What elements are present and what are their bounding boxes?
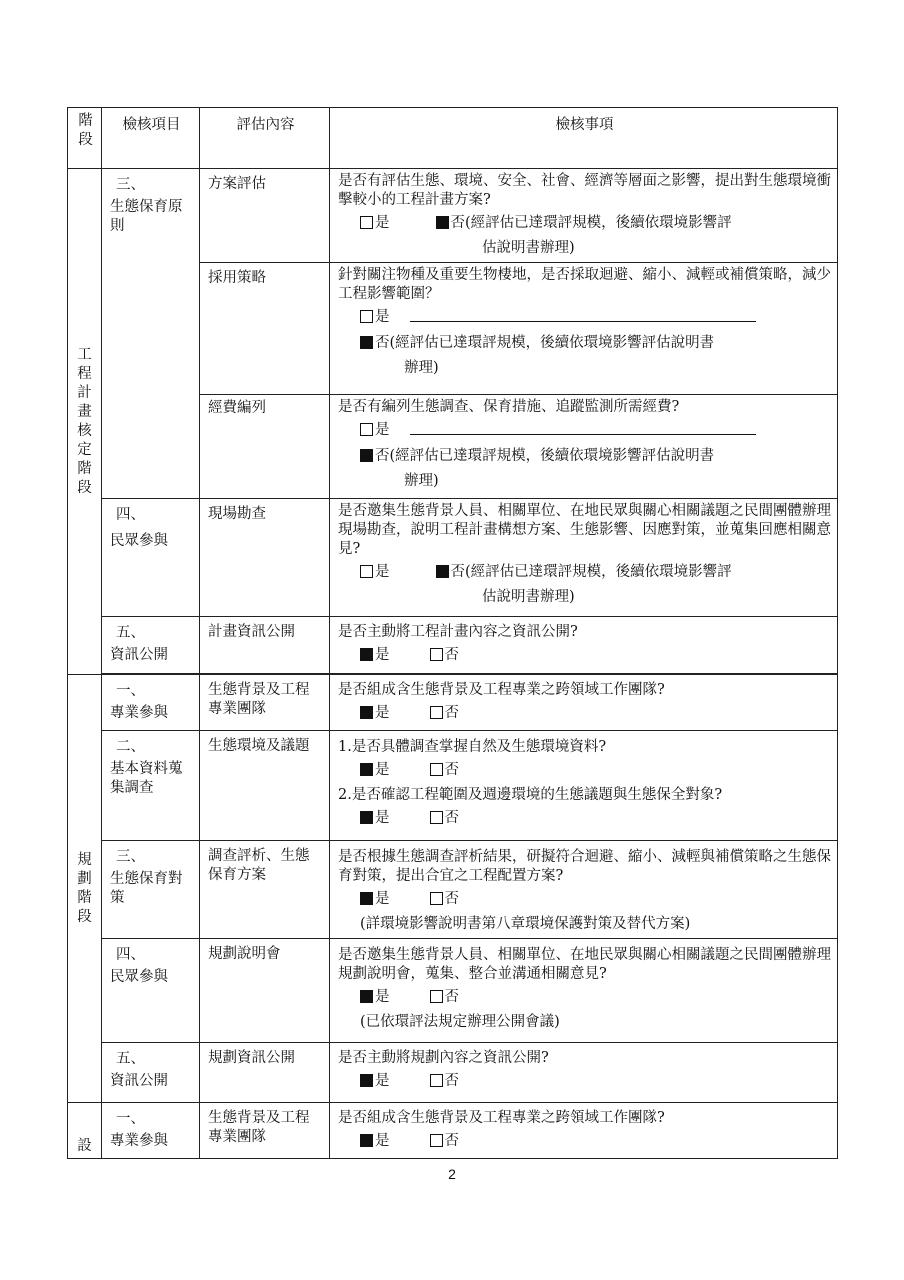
table-row bbox=[68, 939, 838, 1043]
check-cell: 是否主動將工程計畫內容之資訊公開? 是 否 bbox=[330, 617, 838, 674]
header-stage: 階段 bbox=[68, 108, 102, 169]
checkbox-no[interactable] bbox=[430, 811, 443, 824]
check-cell: 是否有評估生態、環境、安全、社會、經濟等層面之影響，提出對生態環境衝擊較小的工程計畫方案? 是 否(經評估已達環評規模，後續依環境影響評 估說明書辦理) bbox=[330, 169, 838, 263]
content-scheme-eval: 方案評估 bbox=[200, 169, 330, 263]
header-row bbox=[68, 108, 838, 169]
item-professional-3: 一、 專業參與 bbox=[102, 1103, 200, 1159]
table-row bbox=[68, 617, 838, 674]
check-cell: 1.是否具體調查掌握自然及生態環境資料? 是 否 2.是否確認工程範圍及週邊環境的生態議題與生態保全對象? 是 否 bbox=[330, 731, 838, 841]
item-eco-measures: 三、 生態保育對策 bbox=[102, 841, 200, 939]
item-info-disclosure: 五、 資訊公開 bbox=[102, 617, 200, 674]
content-strategy: 採用策略 bbox=[200, 263, 330, 395]
check-cell: 是否組成含生態背景及工程專業之跨領域工作團隊? 是 否 bbox=[330, 1103, 838, 1159]
stage-plan-approval: 工程計畫核定階段 bbox=[68, 169, 102, 675]
checkbox-yes-checked[interactable] bbox=[360, 648, 373, 661]
check-cell: 是否邀集生態背景人員、相關單位、在地民眾與關心相關議題之民間團體辦理現場勘查，說明工程計畫構想方案、生態影響、因應對策，並蒐集回應相關意見? 是 否(經評估已達環評規模，後續依環境影響評 估說明書辦理) bbox=[330, 499, 838, 617]
table-row bbox=[68, 841, 838, 939]
stage-design: 設 bbox=[68, 1103, 102, 1159]
check-cell: 是否主動將規劃內容之資訊公開? 是 否 bbox=[330, 1043, 838, 1103]
table-row bbox=[68, 1103, 838, 1159]
checkbox-no[interactable] bbox=[430, 1074, 443, 1087]
checkbox-no-checked[interactable] bbox=[360, 449, 373, 462]
checkbox-yes[interactable] bbox=[360, 216, 373, 229]
checkbox-yes-checked[interactable] bbox=[360, 892, 373, 905]
fill-in-line[interactable] bbox=[410, 420, 756, 435]
header-content: 評估內容 bbox=[200, 108, 330, 169]
checkbox-yes-checked[interactable] bbox=[360, 990, 373, 1003]
checkbox-yes-checked[interactable] bbox=[360, 1134, 373, 1147]
table-row bbox=[68, 169, 838, 263]
table-row bbox=[68, 1043, 838, 1103]
content-site-survey: 現場勘查 bbox=[200, 499, 330, 617]
checkbox-no[interactable] bbox=[430, 892, 443, 905]
checkbox-no[interactable] bbox=[430, 763, 443, 776]
header-check: 檢核事項 bbox=[330, 108, 838, 169]
check-cell: 是否根據生態調查評析結果，研擬符合迴避、縮小、減輕與補償策略之生態保育對策，提出合宜之工程配置方案? 是 否 (詳環境影響說明書第八章環境保護對策及替代方案) bbox=[330, 841, 838, 939]
checkbox-no-checked[interactable] bbox=[436, 216, 449, 229]
check-cell: 是否邀集生態背景人員、相關單位、在地民眾與關心相關議題之民間團體辦理規劃說明會，蒐集、整合並溝通相關意見? 是 否 (已依環評法規定辦理公開會議) bbox=[330, 939, 838, 1043]
table-row bbox=[68, 499, 838, 617]
content-planning-info: 規劃資訊公開 bbox=[200, 1043, 330, 1103]
content-planning-meeting: 規劃說明會 bbox=[200, 939, 330, 1043]
item-professional: 一、 專業參與 bbox=[102, 675, 200, 731]
checkbox-no-checked[interactable] bbox=[360, 336, 373, 349]
check-cell: 是否有編列生態調查、保育措施、追蹤監測所需經費? 是 否(經評估已達環評規模，後續依環境影響評估說明書 辦理) bbox=[330, 395, 838, 499]
checkbox-no[interactable] bbox=[430, 648, 443, 661]
content-plan-info: 計畫資訊公開 bbox=[200, 617, 330, 674]
header-item: 檢核項目 bbox=[102, 108, 200, 169]
content-team-3: 生態背景及工程專業團隊 bbox=[200, 1103, 330, 1159]
check-cell: 針對關注物種及重要生物棲地，是否採取迴避、縮小、減輕或補償策略，減少工程影響範圍？ 是 否(經評估已達環評規模，後續依環境影響評估說明書 辦理) bbox=[330, 263, 838, 395]
page-number: 2 bbox=[448, 1166, 456, 1182]
checkbox-yes[interactable] bbox=[360, 565, 373, 578]
content-survey-analysis: 調查評析、生態保育方案 bbox=[200, 841, 330, 939]
item-basic-data: 二、 基本資料蒐集調查 bbox=[102, 731, 200, 841]
item-eco-principle: 三、 生態保育原則 bbox=[102, 169, 200, 499]
table-row bbox=[68, 731, 838, 841]
checkbox-yes[interactable] bbox=[360, 310, 373, 323]
checkbox-no-checked[interactable] bbox=[436, 565, 449, 578]
check-cell: 是否組成含生態背景及工程專業之跨領域工作團隊? 是 否 bbox=[330, 675, 838, 731]
checkbox-yes-checked[interactable] bbox=[360, 1074, 373, 1087]
table-row bbox=[68, 675, 838, 731]
checkbox-yes-checked[interactable] bbox=[360, 811, 373, 824]
stage-planning: 規劃階段 bbox=[68, 675, 102, 1103]
checkbox-no[interactable] bbox=[430, 706, 443, 719]
ecological-checklist-table bbox=[67, 107, 838, 1159]
checkbox-yes-checked[interactable] bbox=[360, 763, 373, 776]
checkbox-yes[interactable] bbox=[360, 423, 373, 436]
item-public-participation-2: 四、 民眾參與 bbox=[102, 939, 200, 1043]
item-info-disclosure-2: 五、 資訊公開 bbox=[102, 1043, 200, 1103]
checkbox-no[interactable] bbox=[430, 990, 443, 1003]
content-eco-env: 生態環境及議題 bbox=[200, 731, 330, 841]
fill-in-line[interactable] bbox=[410, 307, 756, 322]
checkbox-yes-checked[interactable] bbox=[360, 706, 373, 719]
content-team: 生態背景及工程專業團隊 bbox=[200, 675, 330, 731]
content-budget: 經費編列 bbox=[200, 395, 330, 499]
item-public-participation: 四、 民眾參與 bbox=[102, 499, 200, 617]
checkbox-no[interactable] bbox=[430, 1134, 443, 1147]
